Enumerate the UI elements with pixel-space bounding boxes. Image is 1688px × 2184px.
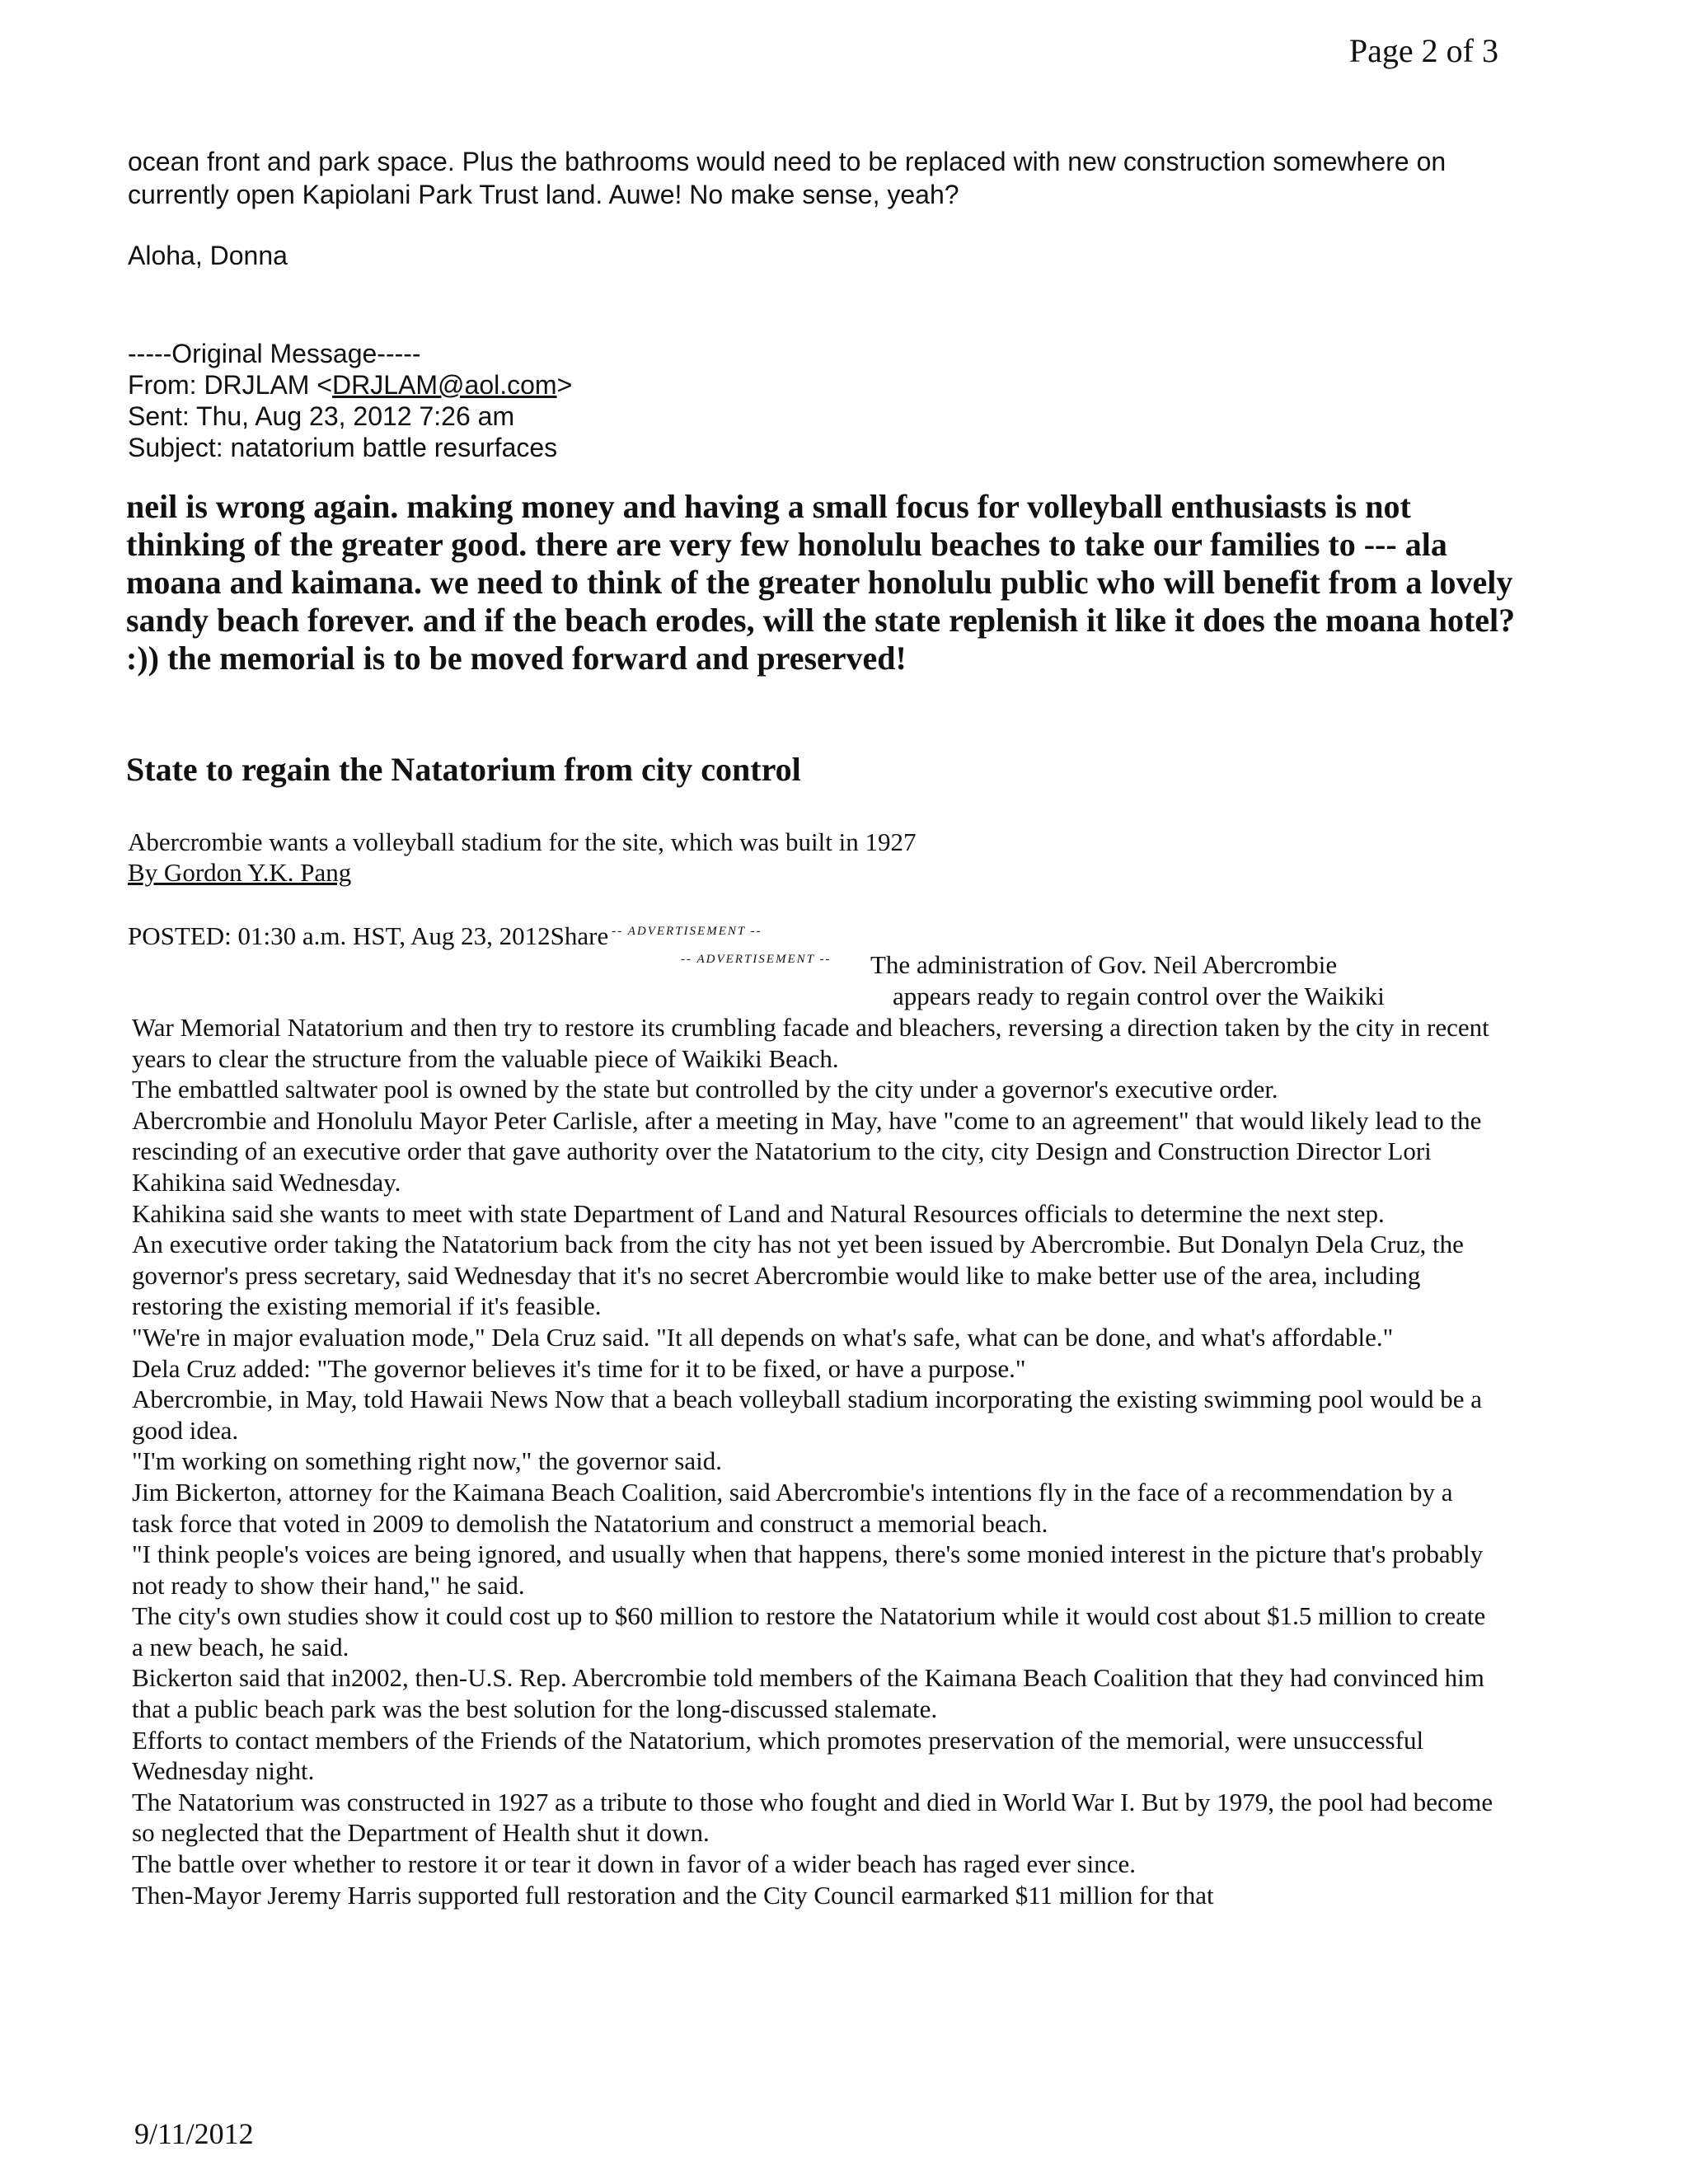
original-message-header <box>128 338 572 463</box>
from-prefix: From: DRJLAM < <box>128 370 333 400</box>
article-deck: Abercrombie wants a volleyball stadium for the site, which was built in 1927 <box>128 827 917 856</box>
article-paragraph: "I'm working on something right now," the governor said. <box>132 1446 722 1476</box>
article-paragraph: Abercrombie and Honolulu Mayor Peter Carlisle, after a meeting in May, have "come to an agreement" that would likely lead to the rescinding of an executive order that gave authority over the Natatorium to the city, city Design and Construction Director Lori Kahikina said Wednesday. <box>132 1105 1482 1197</box>
subject-line: Subject: natatorium battle resurfaces <box>128 433 558 462</box>
article-paragraph: The Natatorium was constructed in 1927 as a tribute to those who fought and died in World War I. But by 1979, the pool had become so neglected that the Department of Health shut it down. <box>132 1787 1493 1848</box>
article-paragraph: Bickerton said that in2002, then-U.S. Rep. Abercrombie told members of the Kaimana Beach Coalition that they had convinced him that a public beach park was the best solution for the long-discussed stalemate. <box>132 1663 1484 1724</box>
article-paragraph: Efforts to contact members of the Friends of the Natatorium, which promotes preservation of the memorial, were unsuccessful Wednesday night. <box>132 1725 1424 1786</box>
article-paragraph: Then-Mayor Jeremy Harris supported full restoration and the City Council earmarked $11 million for that <box>132 1880 1214 1910</box>
page-number: Page 2 of 3 <box>1348 32 1498 69</box>
article-paragraph: "We're in major evaluation mode," Dela Cruz said. "It all depends on what's safe, what can be done, and what's affordable." <box>132 1322 1394 1352</box>
from-line <box>128 369 572 401</box>
article-paragraph: Jim Bickerton, attorney for the Kaimana Beach Coalition, said Abercrombie's intentions fly in the face of a recommendation by a task force that voted in 2009 to demolish the Natatorium and construct a memorial beach. <box>132 1477 1453 1538</box>
email-body <box>128 145 1496 211</box>
sender-email-link[interactable]: DRJLAM@aol.com <box>332 370 557 400</box>
article-paragraph: The embattled saltwater pool is owned by the state but controlled by the city under a governor's executive order. <box>132 1075 1278 1104</box>
footer-date: 9/11/2012 <box>134 2117 254 2150</box>
email-signoff: Aloha, Donna <box>128 241 288 270</box>
article-paragraph: "I think people's voices are being ignored, and usually when that happens, there's some monied interest in the picture that's probably not ready to show their hand," he said. <box>132 1540 1484 1600</box>
advertisement-label: -- ADVERTISEMENT -- <box>681 953 832 966</box>
article-paragraph: The city's own studies show it could cost up to $60 million to restore the Natatorium while it would cost about $1.5 million to create a new beach, he said. <box>132 1601 1486 1661</box>
sent-line: Sent: Thu, Aug 23, 2012 7:26 am <box>128 401 515 431</box>
forwarded-comment: neil is wrong again. making money and having a small focus for volleyball enthusiasts is not thinking of the greater good. there are very few honolulu beaches to take our families to --- ala moana and kaimana. we need to think of the greater honolulu public who will benefit from a lovely sandy beach forever. and if the beach erodes, will the state replenish it like it does the moana hotel? :)) the memorial is to be moved forward and preserved! <box>126 488 1516 677</box>
article-byline-link[interactable]: By Gordon Y.K. Pang <box>128 858 352 887</box>
posted-text: POSTED: 01:30 a.m. HST, Aug 23, 2012Share <box>128 921 609 950</box>
article-paragraph: Dela Cruz added: "The governor believes it's time for it to be fixed, or have a purpose." <box>132 1353 1026 1383</box>
article-lead-line: appears ready to regain control over the Waikiki <box>893 982 1385 1010</box>
email-body-text: ocean front and park space. Plus the bathrooms would need to be replaced with new construction somewhere on currently open Kapiolani Park Trust land. Auwe! No make sense, yeah? <box>128 147 1447 209</box>
article-paragraph: An executive order taking the Natatorium back from the city has not yet been issued by Abercrombie. But Donalyn Dela Cruz, the governor's press secretary, said Wednesday that it's no secret Abercrombie would like to make better use of the area, including restoring the existing memorial if it's feasible. <box>132 1230 1464 1321</box>
posted-line <box>128 921 762 951</box>
article-paragraph: The battle over whether to restore it or tear it down in favor of a wider beach has raged ever since. <box>132 1849 1136 1879</box>
article-lead-line: The administration of Gov. Neil Abercrombie <box>870 950 1338 979</box>
advertisement-label: -- ADVERTISEMENT -- <box>612 925 762 938</box>
article-body <box>132 1012 1500 1910</box>
original-message-separator: -----Original Message----- <box>128 339 421 368</box>
article-paragraph: Kahikina said she wants to meet with state Department of Land and Natural Resources officials to determine the next step. <box>132 1198 1385 1228</box>
article-headline: State to regain the Natatorium from city control <box>126 751 801 788</box>
article-paragraph: War Memorial Natatorium and then try to restore its crumbling facade and bleachers, reversing a direction taken by the city in recent years to clear the structure from the valuable piece of Waikiki Beach. <box>132 1013 1489 1073</box>
from-suffix: > <box>556 370 573 400</box>
article-paragraph: Abercrombie, in May, told Hawaii News Now that a beach volleyball stadium incorporating the existing swimming pool would be a good idea. <box>132 1385 1483 1445</box>
